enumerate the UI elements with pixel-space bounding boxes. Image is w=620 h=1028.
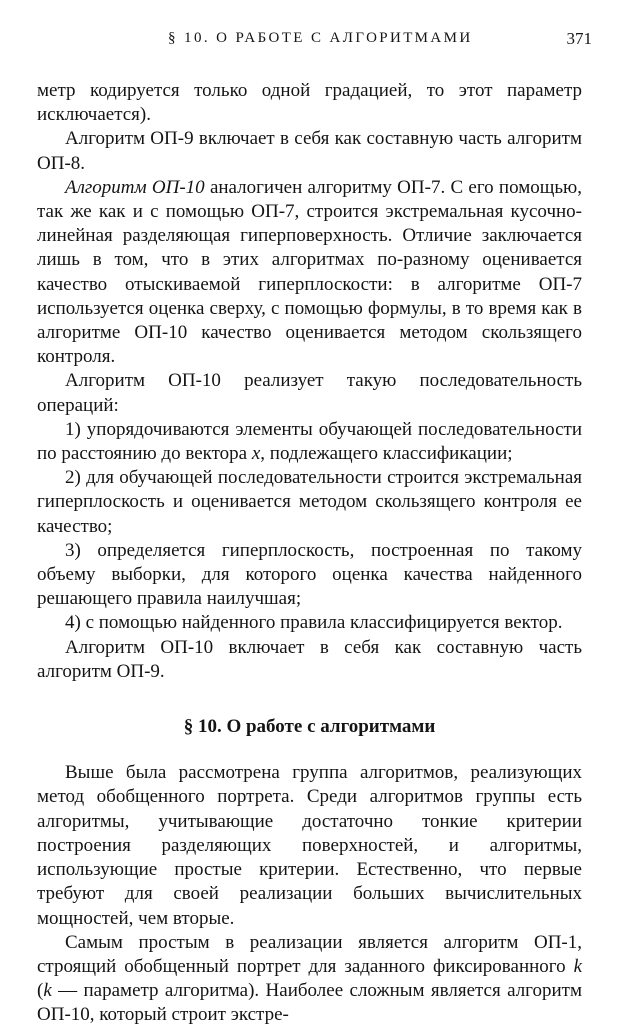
page-number: 371 [566, 29, 592, 48]
paragraph-op10 [37, 176, 582, 370]
list-item-1 [37, 418, 582, 466]
page-header [0, 30, 620, 56]
list-item-3: 3) определяется гиперплоскость, построенная по такому объему выборки, для которого оценка качества найденного решающего правила наилучшая; [37, 539, 582, 610]
parameter-symbol-k: k [573, 955, 582, 977]
paragraph-op10-operations: Алгоритм ОП-10 реализует такую последовательность операций: [37, 370, 582, 416]
section-paragraph-1: Выше была рассмотрена группа алгоритмов, реализующих метод обобщенного портрета. Среди алгоритмов группы есть алгоритмы, учитывающие достаточно тонкие критерии построения разделяющих поверхностей, и алгоритмы, использующие простые критерии. Естественно, что первые требуют для своей реализации больших вычислительных мощностей, чем вторые. [37, 762, 582, 929]
section-heading: § 10. О работе с алгоритмами [183, 716, 436, 738]
paragraph-op10-includes: Алгоритм ОП-10 включает в себя как составную часть алгоритм ОП-9. [37, 636, 582, 682]
vector-symbol-x: x [251, 443, 261, 465]
algorithm-name-op10: Алгоритм ОП-10 [65, 176, 205, 198]
section-paragraph-2-text-c: — параметр алгоритма). Наиболее сложным является алгоритм ОП-10, который строит экстре- [37, 980, 582, 1026]
section-paragraph-2-text-b: ( [37, 980, 44, 1002]
page-body [37, 79, 582, 1028]
list-item-4: 4) с помощью найденного правила классифицируется вектор. [65, 612, 563, 634]
parameter-symbol-k-2: k [43, 980, 52, 1002]
running-title: § 10. О РАБОТЕ С АЛГОРИТМАМИ [168, 30, 473, 46]
paragraph-continuation: метр кодируется только одной градацией, то этот параметр исключается). [37, 80, 582, 126]
list-item-1-text-b: , подлежащего классификации; [260, 443, 513, 465]
section-paragraph-2 [37, 931, 582, 1028]
section-paragraph-2-text-a: Самым простым в реализации является алгоритм ОП-1, строящий обобщенный портрет для заданного фиксированного [37, 931, 582, 977]
list-item-1-text-a: 1) упорядочиваются элементы обучающей последовательности по расстоянию до вектора [37, 418, 582, 465]
paragraph-op9: Алгоритм ОП-9 включает в себя как составную часть алгоритм ОП-8. [37, 128, 582, 174]
list-item-2: 2) для обучающей последовательности строится экстремальная гиперплоскость и оценивается методом скользящего контроля ее качество; [37, 467, 582, 537]
paragraph-op10-text: аналогичен алгоритму ОП-7. С его помощью, так же как и с помощью ОП-7, строится экстремальная кусочно-линейная разделяющая гиперповерхность. Отличие заключается лишь в том, что в этих алгоритмах по-разному оценивается качество отыскиваемой гиперплоскости: в алгоритме ОП-7 используется оценка сверху, с помощью формулы, в то время как в алгоритме ОП-10 качество оценивается методом скользящего контроля. [37, 176, 582, 368]
